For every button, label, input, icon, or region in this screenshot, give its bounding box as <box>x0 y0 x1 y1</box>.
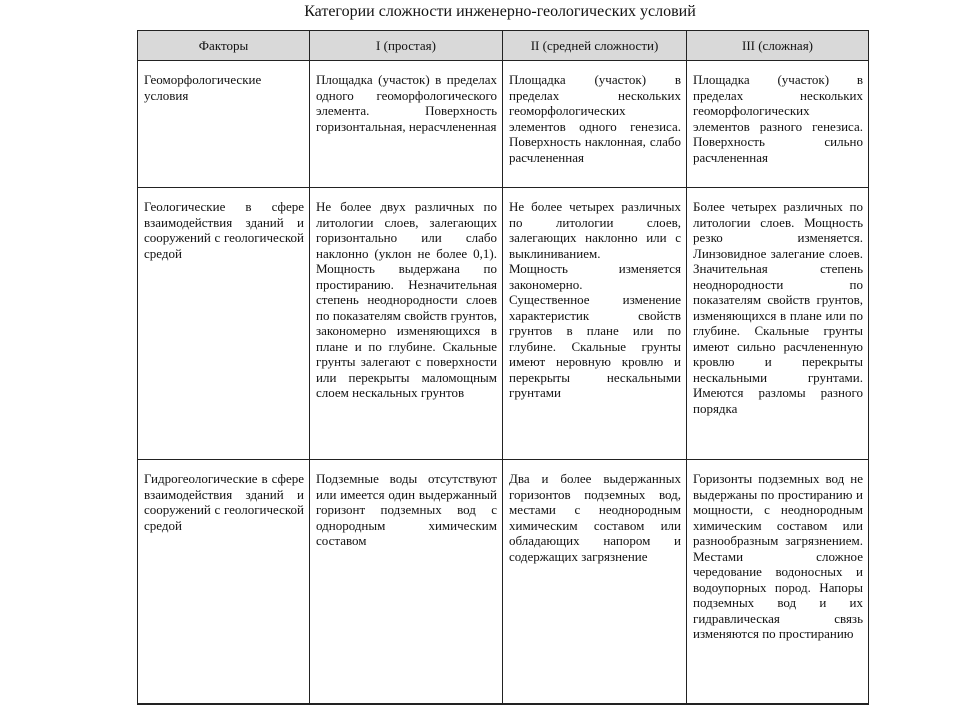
document-title: Категории сложности инженерно-геологических условий <box>304 3 696 20</box>
table-header-row <box>138 31 869 61</box>
medium-text: Площадка (участок) в пределах нескольких геоморфологических элементов одного генезиса. Поверхность наклонная, слабо расчлененная <box>509 72 681 165</box>
cell-complex <box>687 460 869 705</box>
table-row-hydrogeological <box>138 460 869 705</box>
complex-text: Площадка (участок) в пределах нескольких геоморфологических элементов разного генезиса. Поверхность сильно расчлененная <box>693 72 863 165</box>
cell-medium <box>503 188 687 460</box>
cell-medium <box>503 61 687 188</box>
medium-text-thickness: Мощность изменяется закономерно. <box>509 261 681 292</box>
cell-medium <box>503 460 687 705</box>
header-category-simple: I (простая) <box>310 31 503 61</box>
simple-text: Площадка (участок) в пределах одного геоморфологического элемента. Поверхность горизонтальная, нерасчлененная <box>316 72 497 134</box>
medium-text: Два и более выдержанных горизонтов подземных вод, местами с неоднородным химическим составом или обладающих напором и содержащих загрязнение <box>509 471 681 564</box>
factor-text: Гидрогеологические в сфере взаимодействия зданий и сооружений с геологической средой <box>144 471 304 533</box>
table-row-geological <box>138 188 869 460</box>
cell-simple <box>310 460 503 705</box>
cell-factor <box>138 61 310 188</box>
table-row-geomorphological <box>138 61 869 188</box>
cell-factor <box>138 188 310 460</box>
factor-text: Геологические в сфере взаимодействия зданий и сооружений с геологической средой <box>144 199 304 261</box>
cell-complex <box>687 61 869 188</box>
cell-complex <box>687 188 869 460</box>
header-factors: Факторы <box>138 31 310 61</box>
medium-text-properties: Существенное изменение характеристик свойств грунтов в плане или по глубине. Скальные грунты имеют неровную кровлю и перекрыты нескальными грунтами <box>509 292 681 400</box>
simple-text: Не более двух различных по литологии слоев, залегающих горизонтально или слабо наклонно (уклон не более 0,1). Мощность выдержана по простиранию. Незначительная степень неоднородности слоев по показателям свойств грунтов, закономерно изменяющихся в плане и по глубине. Скальные грунты залегают с поверхности или перекрыты маломощным слоем нескальных грунтов <box>316 199 497 400</box>
complex-text: Горизонты подземных вод не выдержаны по простиранию и мощности, с неоднородным химическим составом или разнообразным загрязнением. Местами сложное чередование водоносных и водоупорных пород. Напоры подземных вод и их гидравлическая связь изменяются по простиранию <box>693 471 863 641</box>
complexity-table <box>137 30 869 705</box>
cell-factor <box>138 460 310 705</box>
cell-simple <box>310 188 503 460</box>
cell-simple <box>310 61 503 188</box>
header-category-complex: III (сложная) <box>687 31 869 61</box>
factor-text: Геоморфологические условия <box>144 72 262 103</box>
simple-text: Подземные воды отсутствуют или имеется один выдержанный горизонт подземных вод с однородным химическим составом <box>316 471 497 548</box>
complex-text: Более четырех различных по литологии слоев. Мощность резко изменяется. Линзовидное залегание слоев. Значительная степень неоднородности по показателям свойств грунтов, изменяющихся в плане или по глубине. Скальные грунты имеют сильно расчлененную кровлю и перекрыты нескальными грунтами. Имеются разломы разного порядка <box>693 199 863 416</box>
medium-text-layers: Не более четырех различных по литологии слоев, залегающих наклонно или с выклиниванием. <box>509 199 681 261</box>
header-category-medium: II (средней сложности) <box>503 31 687 61</box>
